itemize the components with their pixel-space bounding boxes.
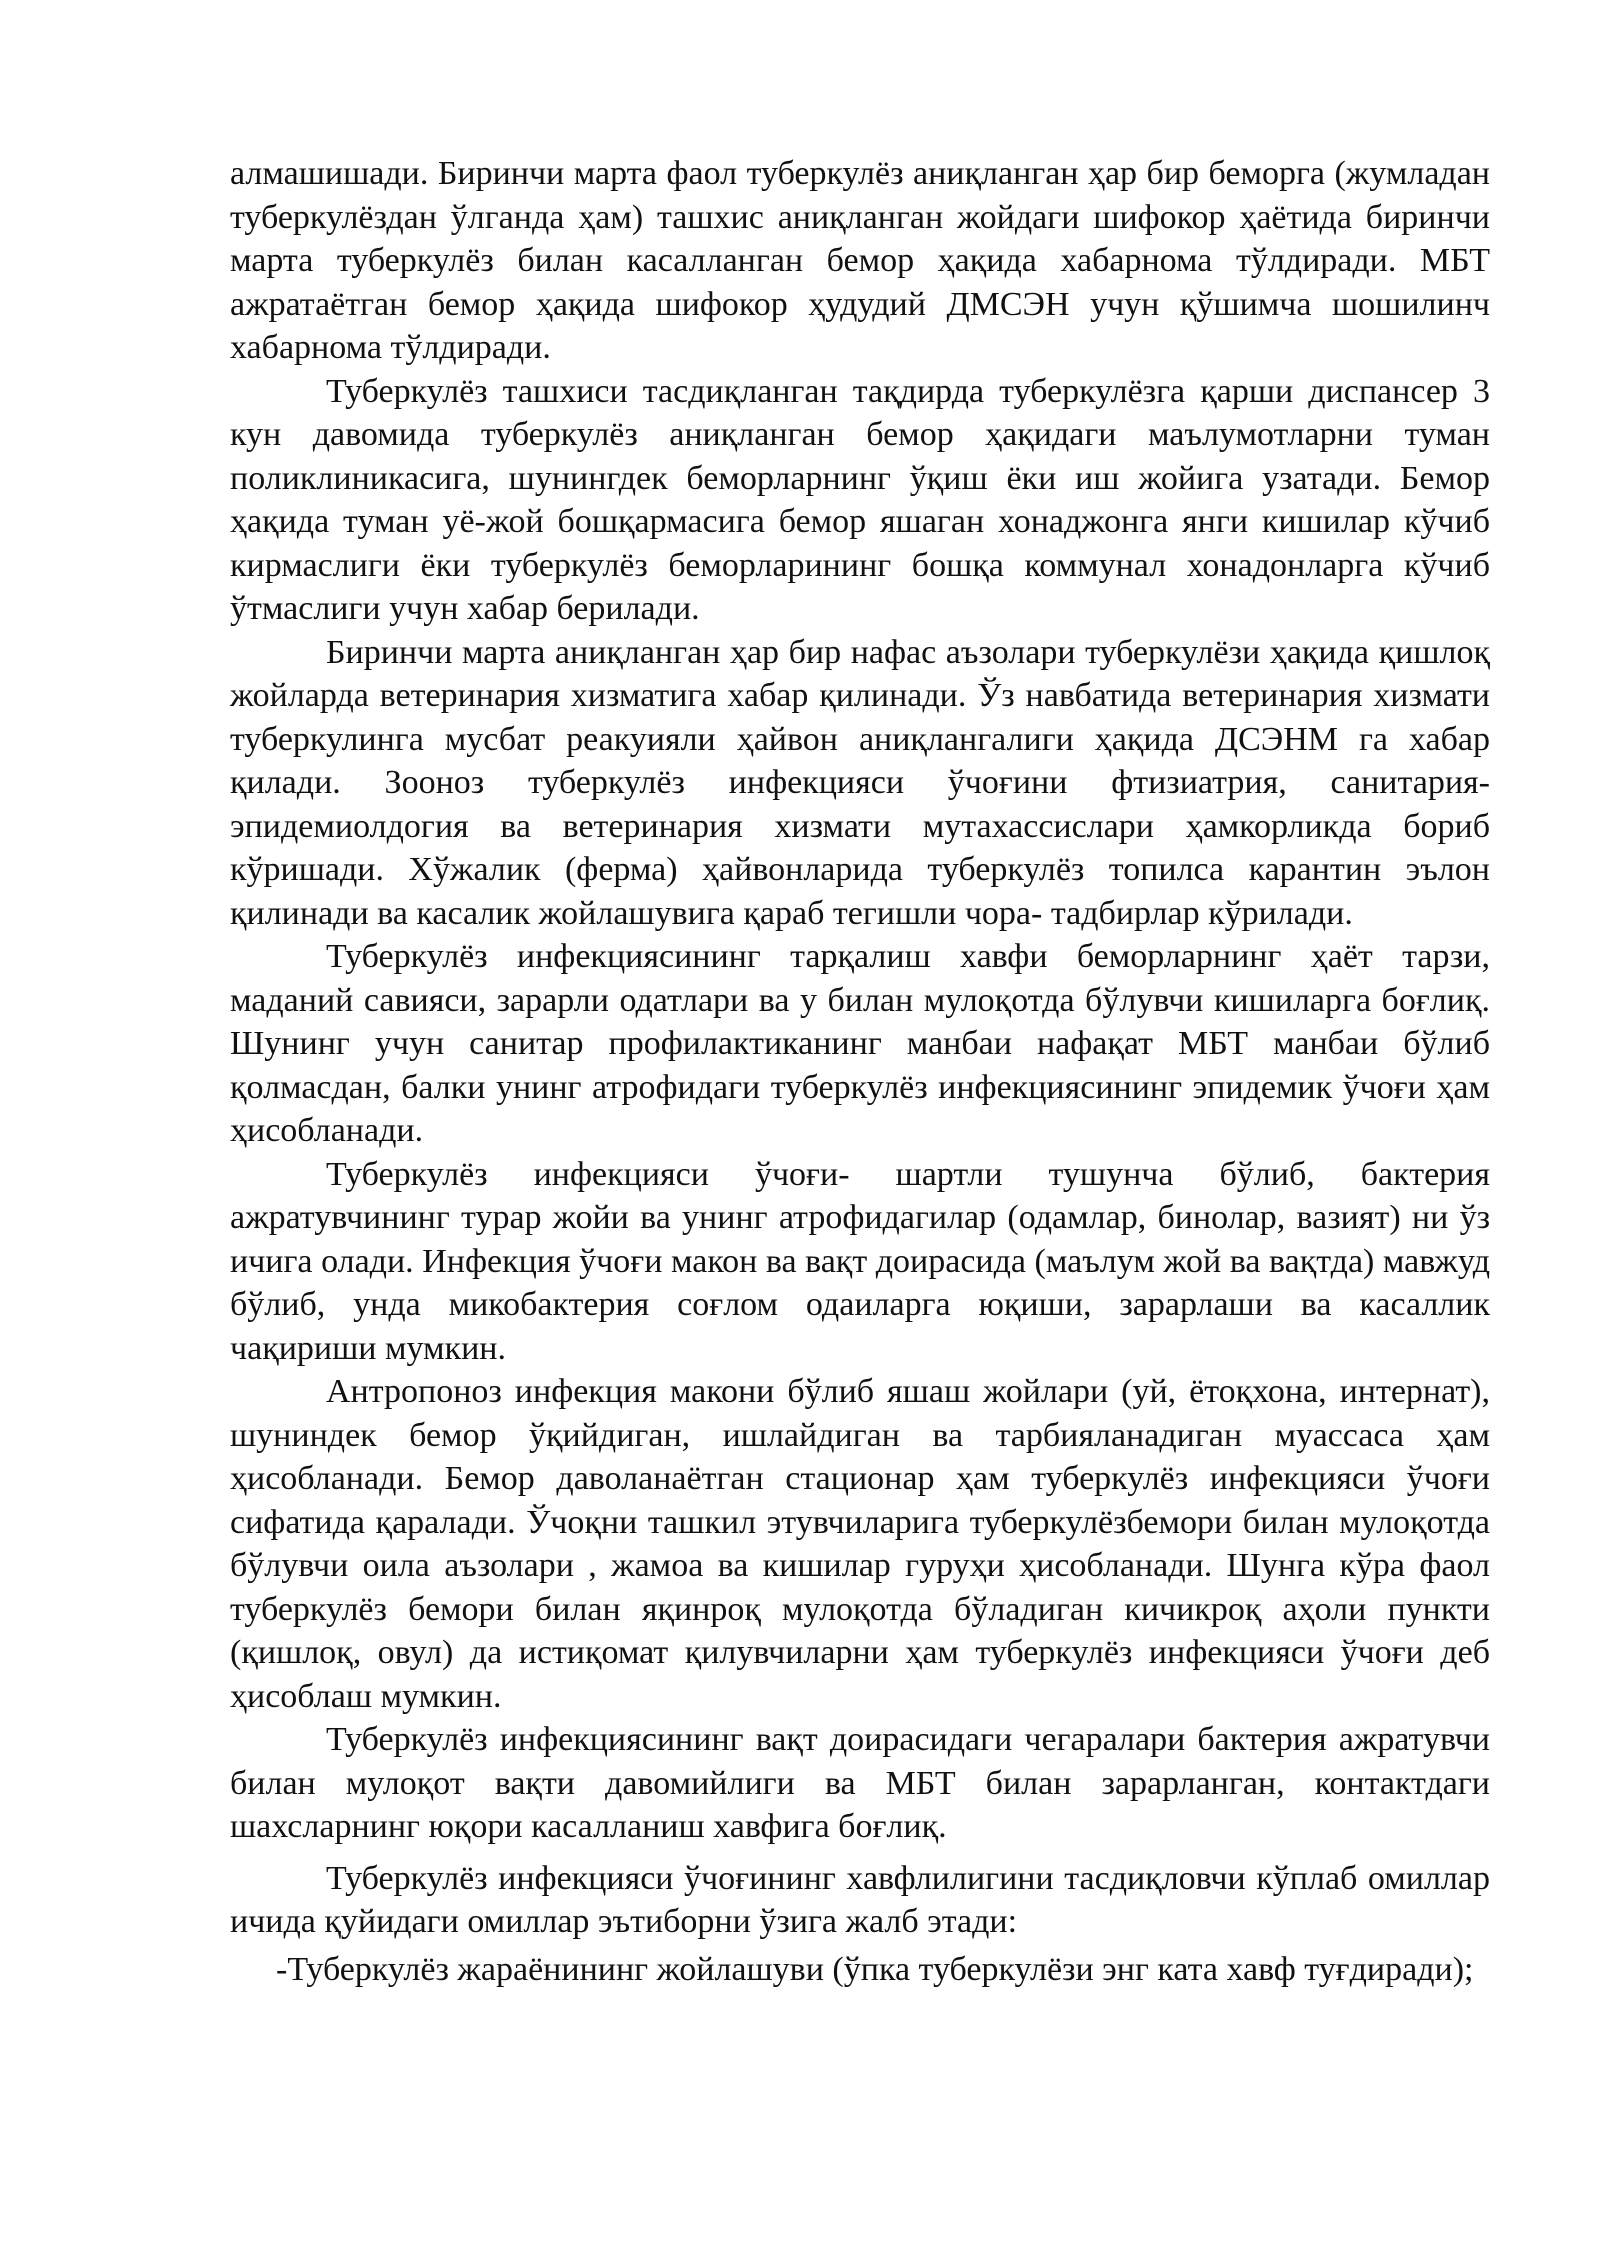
paragraph-risk-factors: Туберкулёз инфекцияси ўчоғининг хавфлилигини тасдиқловчи кўплаб омиллар ичида қуйидаги омиллар эътиборни ўзига жалб этади: [230,1859,1490,1940]
paragraph-anthroponosis: Антропоноз инфекция макони бўлиб яшаш жойлари (уй, ётоқхона, интернат), шуниндек бемор ўқийдиган, ишлайдиган ва тарбияланадиган муассаса ҳам ҳисобланади. Бемор даволанаётган стационар ҳам туберкулёз инфекцияси ўчоғи сифатида қаралади. Ўчоқни ташкил этувчиларига туберкулёзбемори билан мулоқотда бўлувчи оила аъзолари , жамоа ва кишилар гуруҳи ҳисобланади. Шунга кўра фаол туберкулёз бемори билан яқинроқ мулоқотда бўладиган кичикроқ аҳоли пункти (қишлоқ, овул) да истиқомат қилувчиларни ҳам туберкулёз инфекцияси ўчоғи деб ҳисоблаш мумкин. [230,1373,1490,1715]
paragraph-veterinary-service: Биринчи марта аниқланган ҳар бир нафас аъзолари туберкулёзи ҳақида қишлоқ жойларда ветеринария хизматига хабар қилинади. Ўз навбатида ветеринария хизмати туберкулинга мусбат реакуияли ҳайвон аниқлангалиги ҳақида ДСЭНМ га хабар қилади. Зооноз туберкулёз инфекцияси ўчоғини фтизиатрия, санитария- эпидемиолдогия ва ветеринария хизмати мутахассислари ҳамкорликда бориб кўришади. Хўжалик (ферма) ҳайвонларида туберкулёз топилса карантин эълон қилинади ва касалик жойлашувига қараб тегишли чора- тадбирлар кўрилади. [230,633,1490,932]
list-item-process-location: -Туберкулёз жараёнининг жойлашуви (ўпка туберкулёзи энг ката хавф туғдиради); [276,1950,1474,1988]
paragraph-diagnosis-confirmed: Туберкулёз ташхиси тасдиқланган тақдирда туберкулёзга қарши диспансер 3 кун давомида туберкулёз аниқланган бемор ҳақидаги маълумотларни туман поликлиникасига, шунингдек беморларнинг ўқиш ёки иш жойига узатади. Бемор ҳақида туман уё-жой бошқармасига бемор яшаган хонаджонга янги кишилар кўчиб кирмаслиги ёки туберкулёз беморларининг бошқа коммунал хонадонларга кўчиб ўтмаслиги учун хабар берилади. [230,372,1490,627]
paragraph-notification: алмашишади. Биринчи марта фаол туберкулёз аниқланган ҳар бир беморга (жумладан туберкулёздан ўлганда ҳам) ташхис аниқланган жойдаги шифокор ҳаётида биринчи марта туберкулёз билан касалланган бемор ҳақида хабарнома тўлдиради. МБТ ажратаётган бемор ҳақида шифокор ҳудудий ДМСЭН учун қўшимча шошилинч хабарнома тўлдиради. [230,155,1490,366]
paragraph-time-boundaries: Туберкулёз инфекциясининг вақт доирасидаги чегаралари бактерия ажратувчи билан мулоқот вақти давомийлиги ва МБТ билан зарарланган, контактдаги шахсларнинг юқори касалланиш хавфига боғлиқ. [230,1721,1490,1845]
document-page [230,152,1490,1991]
paragraph-spread-risk: Туберкулёз инфекциясининг тарқалиш хавфи беморларнинг ҳаёт тарзи, маданий савияси, зарарли одатлари ва у билан мулоқотда бўлувчи кишиларга боғлиқ. Шунинг учун санитар профилактиканинг манбаи нафақат МБТ манбаи бўлиб қолмасдан, балки унинг атрофидаги туберкулёз инфекциясининг эпидемик ўчоғи ҳам ҳисобланади. [230,938,1490,1149]
paragraph-infection-focus: Туберкулёз инфекцияси ўчоғи- шартли тушунча бўлиб, бактерия ажратувчининг турар жойи ва унинг атрофидагилар (одамлар, бинолар, вазият) ни ўз ичига олади. Инфекция ўчоғи макон ва вақт доирасида (маълум жой ва вақтда) мавжуд бўлиб, унда микобактерия соғлом одаиларга юқиши, зарарлаши ва касаллик чақириши мумкин. [230,1155,1490,1367]
